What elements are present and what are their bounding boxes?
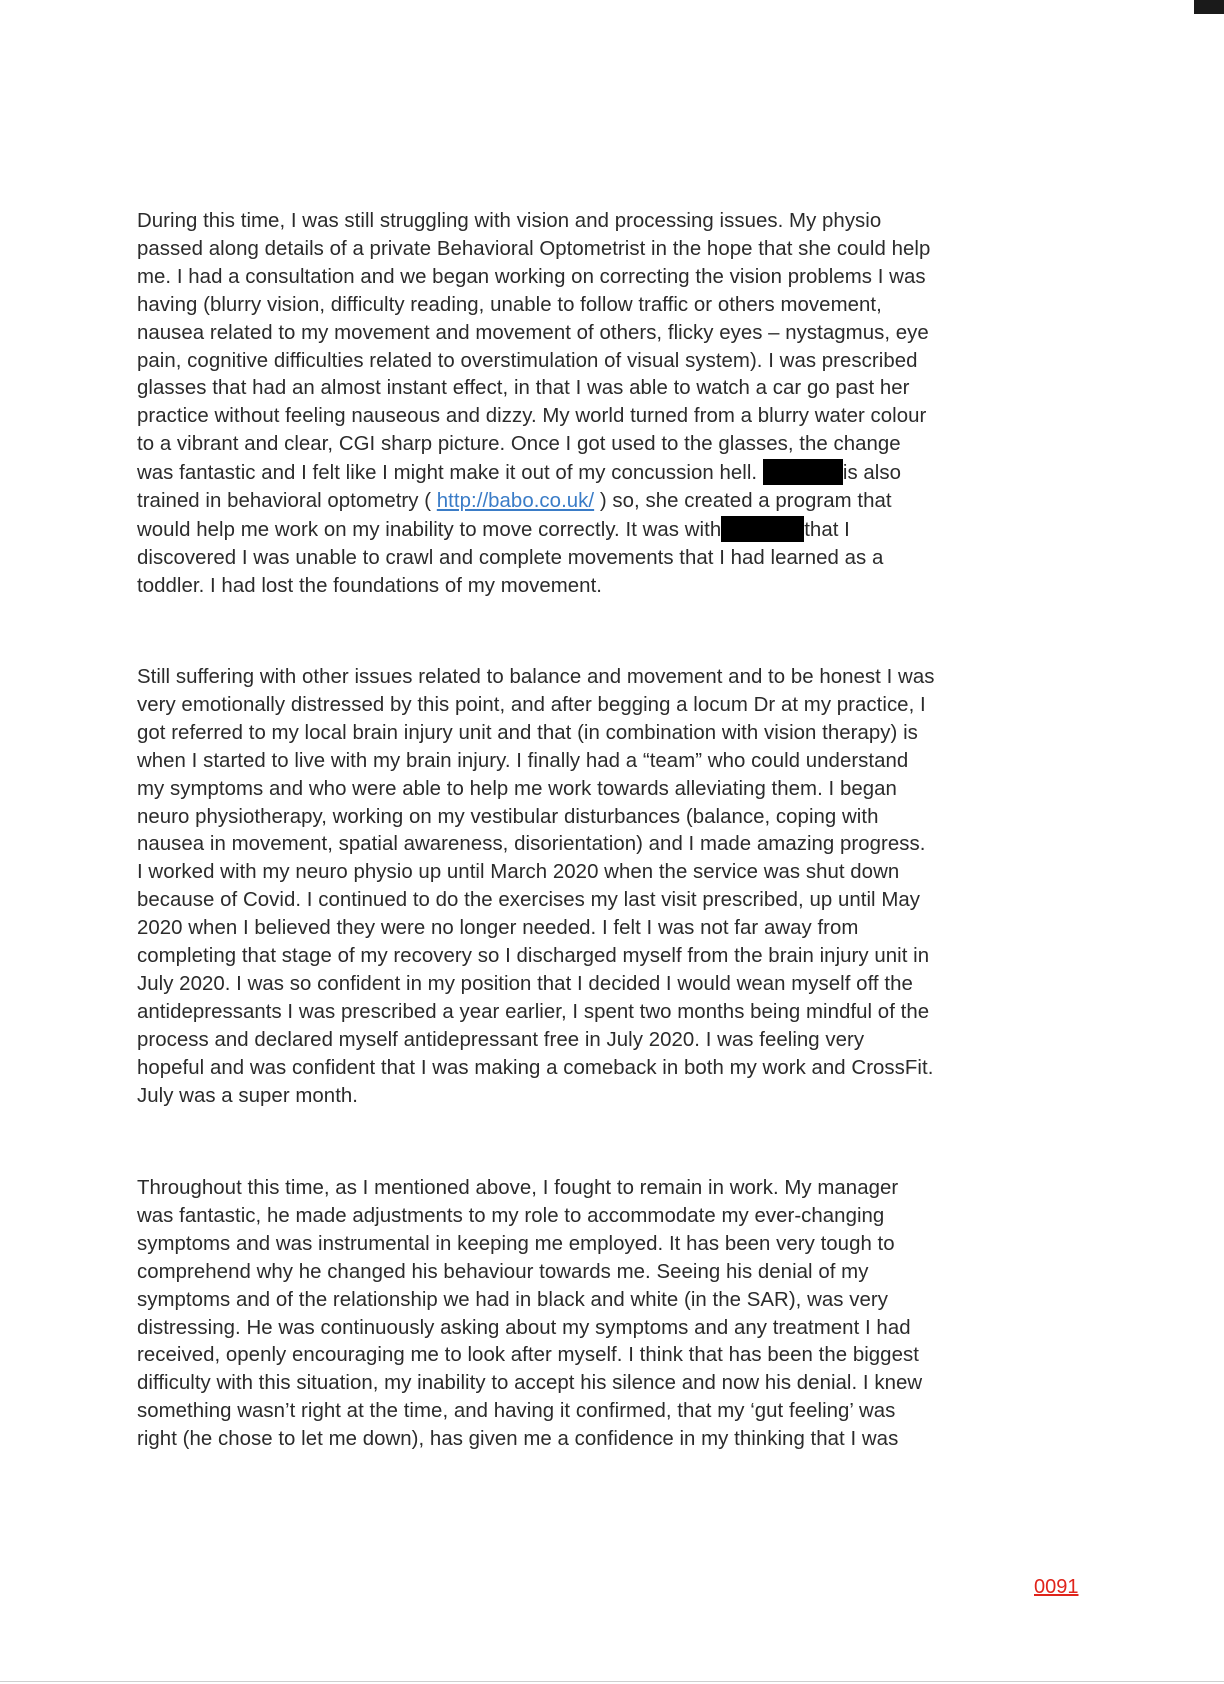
text-line: comprehend why he changed his behaviour towards me. Seeing his denial of my bbox=[137, 1260, 869, 1283]
redaction-block bbox=[763, 459, 843, 485]
page-bottom-edge bbox=[0, 1681, 1224, 1682]
text-line: because of Covid. I continued to do the exercises my last visit prescribed, up until May bbox=[137, 889, 921, 912]
text-line: symptoms and was instrumental in keeping me employed. It has been very tough to bbox=[137, 1232, 895, 1255]
text-line: neuro physiotherapy, working on my vestibular disturbances (balance, coping with bbox=[137, 805, 879, 828]
text-line: right (he chose to let me down), has given me a confidence in my thinking that I was bbox=[137, 1428, 899, 1451]
text-line bbox=[137, 459, 1067, 488]
text-line: passed along details of a private Behavioral Optometrist in the hope that she could help bbox=[137, 237, 931, 260]
text-line: July was a super month. bbox=[137, 1084, 359, 1107]
text-line: Throughout this time, as I mentioned above, I fought to remain in work. My manager bbox=[137, 1177, 899, 1199]
text-line: me. I had a consultation and we began working on correcting the vision problems I was bbox=[137, 265, 926, 288]
text-line: antidepressants I was prescribed a year earlier, I spent two months being mindful of the bbox=[137, 1000, 930, 1023]
text-segment: that I bbox=[804, 518, 850, 541]
text-line: 2020 when I believed they were no longer needed. I felt I was not far away from bbox=[137, 917, 859, 940]
text-line: nausea related to my movement and movement of others, flicky eyes – nystagmus, eye bbox=[137, 321, 929, 344]
text-line: my symptoms and who were able to help me work towards alleviating them. I began bbox=[137, 777, 897, 800]
page-number: 0091 bbox=[1034, 1576, 1079, 1598]
text-line: very emotionally distressed by this point, and after begging a locum Dr at my practice, I bbox=[137, 693, 926, 716]
text-line bbox=[137, 488, 1067, 516]
scan-corner-mark bbox=[1194, 0, 1224, 14]
text-line: completing that stage of my recovery so I discharged myself from the brain injury unit in bbox=[137, 945, 930, 968]
text-segment: would help me work on my inability to move correctly. It was with bbox=[137, 518, 722, 541]
text-line: got referred to my local brain injury unit and that (in combination with vision therapy) is bbox=[137, 721, 918, 744]
redaction-block bbox=[721, 516, 804, 542]
text-line: to a vibrant and clear, CGI sharp picture. Once I got used to the glasses, the change bbox=[137, 433, 901, 456]
text-line: I worked with my neuro physio up until March 2020 when the service was shut down bbox=[137, 861, 900, 884]
text-line bbox=[137, 516, 1067, 545]
text-line: process and declared myself antidepressant free in July 2020. I was feeling very bbox=[137, 1028, 865, 1051]
text-segment: ) so, she created a program that bbox=[594, 490, 892, 513]
text-line: toddler. I had lost the foundations of my movement. bbox=[137, 574, 603, 597]
text-line: discovered I was unable to crawl and complete movements that I had learned as a bbox=[137, 546, 884, 569]
text-line: received, openly encouraging me to look after myself. I think that has been the biggest bbox=[137, 1344, 919, 1367]
text-segment: was fantastic and I felt like I might make it out of my concussion hell. bbox=[137, 462, 758, 485]
text-segment: trained in behavioral optometry ( bbox=[137, 490, 437, 513]
text-line: something wasn’t right at the time, and having it confirmed, that my ‘gut feeling’ was bbox=[137, 1400, 896, 1423]
text-line: glasses that had an almost instant effect, in that I was able to watch a car go past her bbox=[137, 377, 910, 400]
paragraph-vision-therapy bbox=[137, 208, 1067, 601]
text-line: difficulty with this situation, my inability to accept his silence and now his denial. I knew bbox=[137, 1372, 923, 1395]
babo-website-link[interactable]: http://babo.co.uk/ bbox=[436, 490, 595, 513]
text-line: nausea in movement, spatial awareness, disorientation) and I made amazing progress. bbox=[137, 833, 926, 856]
text-line: Still suffering with other issues related to balance and movement and to be honest I was bbox=[137, 666, 935, 688]
text-line: hopeful and was confident that I was making a comeback in both my work and CrossFit. bbox=[137, 1056, 934, 1079]
text-line: was fantastic, he made adjustments to my role to accommodate my ever-changing bbox=[137, 1204, 885, 1227]
text-line: July 2020. I was so confident in my position that I decided I would wean myself off the bbox=[137, 972, 913, 995]
text-line: practice without feeling nauseous and dizzy. My world turned from a blurry water colour bbox=[137, 405, 927, 428]
text-line: symptoms and of the relationship we had in black and white (in the SAR), was very bbox=[137, 1288, 888, 1311]
paragraph-brain-injury-unit bbox=[137, 664, 1067, 1111]
paragraph-manager-relationship bbox=[137, 1175, 1067, 1454]
text-segment: is also bbox=[842, 462, 902, 485]
text-line: distressing. He was continuously asking about my symptoms and any treatment I had bbox=[137, 1316, 911, 1339]
text-line: pain, cognitive difficulties related to overstimulation of visual system). I was prescribed bbox=[137, 349, 918, 372]
text-line: having (blurry vision, difficulty reading, unable to follow traffic or others movement, bbox=[137, 293, 882, 316]
text-line: when I started to live with my brain injury. I finally had a “team” who could understand bbox=[137, 749, 909, 772]
text-line: During this time, I was still struggling with vision and processing issues. My physio bbox=[137, 210, 882, 232]
